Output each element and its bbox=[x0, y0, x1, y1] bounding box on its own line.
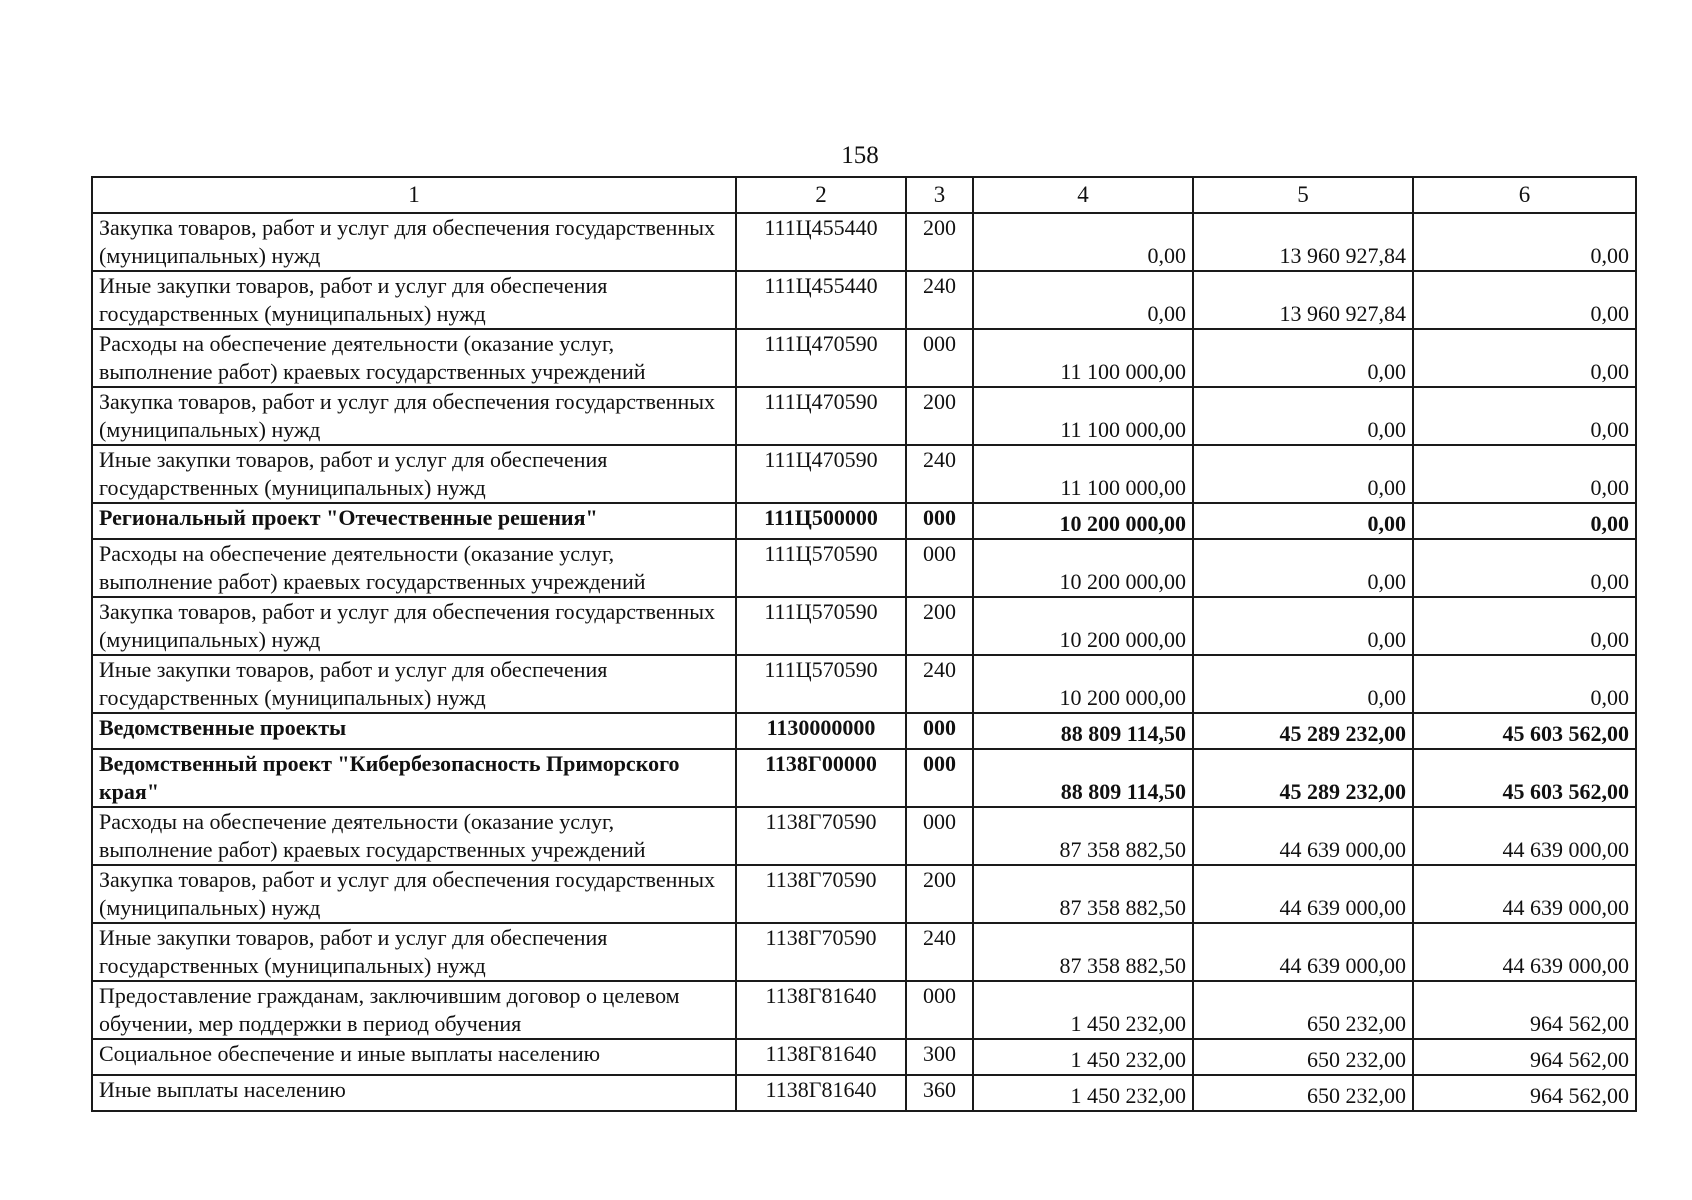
column-header: 4 bbox=[973, 177, 1193, 213]
row-code-cell: 1138Г81640 bbox=[736, 981, 906, 1039]
row-amount-col6: 0,00 bbox=[1413, 503, 1636, 539]
row-name-cell: Предоставление гражданам, заключившим договор о целевом обучении, мер поддержки в период обучения bbox=[92, 981, 736, 1039]
row-code-cell: 1138Г70590 bbox=[736, 923, 906, 981]
row-amount-col6: 44 639 000,00 bbox=[1413, 865, 1636, 923]
row-name-cell: Ведомственные проекты bbox=[92, 713, 736, 749]
row-amount-col5: 44 639 000,00 bbox=[1193, 923, 1413, 981]
row-amount-col6: 0,00 bbox=[1413, 655, 1636, 713]
row-amount-col4: 87 358 882,50 bbox=[973, 923, 1193, 981]
row-amount-col4: 10 200 000,00 bbox=[973, 597, 1193, 655]
row-amount-col5: 0,00 bbox=[1193, 445, 1413, 503]
row-code-cell: 111Ц455440 bbox=[736, 213, 906, 271]
row-code-cell: 111Ц570590 bbox=[736, 597, 906, 655]
row-amount-col6: 44 639 000,00 bbox=[1413, 923, 1636, 981]
row-type-cell: 000 bbox=[906, 503, 973, 539]
row-amount-col5: 0,00 bbox=[1193, 597, 1413, 655]
row-amount-col6: 0,00 bbox=[1413, 213, 1636, 271]
row-amount-col4: 1 450 232,00 bbox=[973, 1039, 1193, 1075]
row-amount-col4: 11 100 000,00 bbox=[973, 445, 1193, 503]
row-amount-col6: 0,00 bbox=[1413, 445, 1636, 503]
row-amount-col6: 964 562,00 bbox=[1413, 981, 1636, 1039]
table-row bbox=[92, 749, 1636, 807]
row-code-cell: 111Ц470590 bbox=[736, 387, 906, 445]
page-number: 158 bbox=[841, 142, 879, 169]
row-amount-col5: 45 289 232,00 bbox=[1193, 713, 1413, 749]
column-header: 1 bbox=[92, 177, 736, 213]
row-amount-col4: 0,00 bbox=[973, 213, 1193, 271]
table-row bbox=[92, 807, 1636, 865]
row-name-cell: Региональный проект "Отечественные решения" bbox=[92, 503, 736, 539]
row-code-cell: 1138Г81640 bbox=[736, 1075, 906, 1111]
row-type-cell: 000 bbox=[906, 981, 973, 1039]
row-type-cell: 000 bbox=[906, 749, 973, 807]
row-type-cell: 240 bbox=[906, 655, 973, 713]
row-name-cell: Ведомственный проект "Кибербезопасность Приморского края" bbox=[92, 749, 736, 807]
row-amount-col5: 0,00 bbox=[1193, 539, 1413, 597]
table-row bbox=[92, 981, 1636, 1039]
row-amount-col5: 44 639 000,00 bbox=[1193, 865, 1413, 923]
table-row bbox=[92, 713, 1636, 749]
table-row bbox=[92, 1039, 1636, 1075]
row-name-cell: Расходы на обеспечение деятельности (оказание услуг, выполнение работ) краевых государственных учреждений bbox=[92, 807, 736, 865]
row-amount-col6: 964 562,00 bbox=[1413, 1075, 1636, 1111]
row-amount-col5: 13 960 927,84 bbox=[1193, 271, 1413, 329]
row-type-cell: 200 bbox=[906, 387, 973, 445]
table-row bbox=[92, 655, 1636, 713]
row-type-cell: 240 bbox=[906, 445, 973, 503]
row-amount-col5: 13 960 927,84 bbox=[1193, 213, 1413, 271]
row-amount-col4: 10 200 000,00 bbox=[973, 655, 1193, 713]
row-amount-col6: 0,00 bbox=[1413, 329, 1636, 387]
row-code-cell: 1138Г00000 bbox=[736, 749, 906, 807]
row-amount-col5: 0,00 bbox=[1193, 655, 1413, 713]
row-amount-col6: 964 562,00 bbox=[1413, 1039, 1636, 1075]
row-code-cell: 111Ц500000 bbox=[736, 503, 906, 539]
row-name-cell: Иные закупки товаров, работ и услуг для обеспечения государственных (муниципальных) нужд bbox=[92, 271, 736, 329]
row-name-cell: Иные закупки товаров, работ и услуг для обеспечения государственных (муниципальных) нужд bbox=[92, 445, 736, 503]
row-amount-col6: 44 639 000,00 bbox=[1413, 807, 1636, 865]
row-type-cell: 240 bbox=[906, 923, 973, 981]
row-amount-col6: 0,00 bbox=[1413, 387, 1636, 445]
budget-table bbox=[91, 176, 1637, 1112]
row-code-cell: 111Ц455440 bbox=[736, 271, 906, 329]
row-amount-col4: 87 358 882,50 bbox=[973, 807, 1193, 865]
row-code-cell: 111Ц470590 bbox=[736, 329, 906, 387]
row-code-cell: 111Ц470590 bbox=[736, 445, 906, 503]
row-amount-col5: 650 232,00 bbox=[1193, 981, 1413, 1039]
row-amount-col4: 10 200 000,00 bbox=[973, 539, 1193, 597]
table-row bbox=[92, 387, 1636, 445]
row-amount-col5: 0,00 bbox=[1193, 387, 1413, 445]
table-row bbox=[92, 213, 1636, 271]
row-name-cell: Иные закупки товаров, работ и услуг для обеспечения государственных (муниципальных) нужд bbox=[92, 655, 736, 713]
row-name-cell: Расходы на обеспечение деятельности (оказание услуг, выполнение работ) краевых государственных учреждений bbox=[92, 329, 736, 387]
table-row bbox=[92, 539, 1636, 597]
column-header: 6 bbox=[1413, 177, 1636, 213]
row-amount-col4: 87 358 882,50 bbox=[973, 865, 1193, 923]
row-amount-col4: 88 809 114,50 bbox=[973, 713, 1193, 749]
row-amount-col6: 45 603 562,00 bbox=[1413, 713, 1636, 749]
row-code-cell: 1138Г81640 bbox=[736, 1039, 906, 1075]
column-header: 2 bbox=[736, 177, 906, 213]
row-amount-col5: 45 289 232,00 bbox=[1193, 749, 1413, 807]
row-type-cell: 000 bbox=[906, 807, 973, 865]
row-amount-col6: 45 603 562,00 bbox=[1413, 749, 1636, 807]
row-amount-col4: 1 450 232,00 bbox=[973, 981, 1193, 1039]
column-header: 5 bbox=[1193, 177, 1413, 213]
row-amount-col5: 650 232,00 bbox=[1193, 1039, 1413, 1075]
row-type-cell: 200 bbox=[906, 213, 973, 271]
row-name-cell: Иные закупки товаров, работ и услуг для обеспечения государственных (муниципальных) нужд bbox=[92, 923, 736, 981]
row-type-cell: 200 bbox=[906, 597, 973, 655]
table-row bbox=[92, 1075, 1636, 1111]
row-name-cell: Закупка товаров, работ и услуг для обеспечения государственных (муниципальных) нужд bbox=[92, 597, 736, 655]
row-name-cell: Закупка товаров, работ и услуг для обеспечения государственных (муниципальных) нужд bbox=[92, 387, 736, 445]
row-amount-col4: 1 450 232,00 bbox=[973, 1075, 1193, 1111]
table-row bbox=[92, 597, 1636, 655]
row-amount-col5: 0,00 bbox=[1193, 503, 1413, 539]
row-type-cell: 360 bbox=[906, 1075, 973, 1111]
row-amount-col4: 11 100 000,00 bbox=[973, 387, 1193, 445]
column-header: 3 bbox=[906, 177, 973, 213]
row-name-cell: Социальное обеспечение и иные выплаты населению bbox=[92, 1039, 736, 1075]
row-type-cell: 000 bbox=[906, 713, 973, 749]
row-code-cell: 1138Г70590 bbox=[736, 807, 906, 865]
row-amount-col4: 10 200 000,00 bbox=[973, 503, 1193, 539]
table-row bbox=[92, 923, 1636, 981]
table-row bbox=[92, 503, 1636, 539]
row-type-cell: 000 bbox=[906, 539, 973, 597]
row-code-cell: 111Ц570590 bbox=[736, 539, 906, 597]
row-amount-col5: 0,00 bbox=[1193, 329, 1413, 387]
table-row bbox=[92, 271, 1636, 329]
row-amount-col4: 0,00 bbox=[973, 271, 1193, 329]
row-code-cell: 1138Г70590 bbox=[736, 865, 906, 923]
row-code-cell: 1130000000 bbox=[736, 713, 906, 749]
row-amount-col6: 0,00 bbox=[1413, 597, 1636, 655]
row-amount-col5: 44 639 000,00 bbox=[1193, 807, 1413, 865]
table-row bbox=[92, 865, 1636, 923]
row-amount-col6: 0,00 bbox=[1413, 271, 1636, 329]
header-row bbox=[92, 177, 1636, 213]
row-name-cell: Иные выплаты населению bbox=[92, 1075, 736, 1111]
row-amount-col4: 11 100 000,00 bbox=[973, 329, 1193, 387]
row-amount-col6: 0,00 bbox=[1413, 539, 1636, 597]
table-row bbox=[92, 329, 1636, 387]
row-type-cell: 240 bbox=[906, 271, 973, 329]
row-code-cell: 111Ц570590 bbox=[736, 655, 906, 713]
row-name-cell: Закупка товаров, работ и услуг для обеспечения государственных (муниципальных) нужд bbox=[92, 865, 736, 923]
table-body bbox=[92, 213, 1636, 1111]
row-type-cell: 300 bbox=[906, 1039, 973, 1075]
row-amount-col5: 650 232,00 bbox=[1193, 1075, 1413, 1111]
row-name-cell: Расходы на обеспечение деятельности (оказание услуг, выполнение работ) краевых государственных учреждений bbox=[92, 539, 736, 597]
row-name-cell: Закупка товаров, работ и услуг для обеспечения государственных (муниципальных) нужд bbox=[92, 213, 736, 271]
row-type-cell: 000 bbox=[906, 329, 973, 387]
table-row bbox=[92, 445, 1636, 503]
row-amount-col4: 88 809 114,50 bbox=[973, 749, 1193, 807]
row-type-cell: 200 bbox=[906, 865, 973, 923]
